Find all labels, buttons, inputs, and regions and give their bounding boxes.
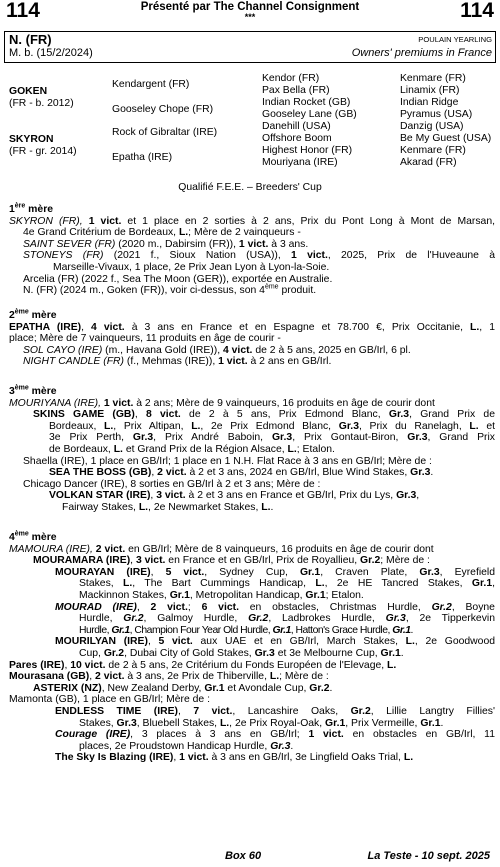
family-line: Hurdle, Gr.2, Galmoy Hurdle, Gr.2, Ladbrokes Hurdle, Gr.3, 2e Tipperkevin — [79, 613, 495, 625]
family-line: MOURAD (IRE), 2 vict.; 6 vict. en obstacles, Christmas Hurdle, Gr.2, Boyne — [55, 601, 495, 613]
dam-detail: (FR - gr. 2014) — [9, 146, 77, 157]
section-third-dam — [9, 386, 495, 514]
page-footer — [0, 851, 500, 865]
section-heading: 2ème mère — [9, 308, 57, 321]
family-line: Courage (IRE), 3 places à 3 ans en GB/Irl; 1 vict. en obstacles en GB/Irl, 11 — [55, 729, 495, 741]
family-line: MOURIYANA (IRE), 1 vict. à 2 ans; Mère de 9 vainqueurs, 16 produits en âge de courir dont — [9, 397, 435, 409]
gen4-item: Be My Guest (USA) — [400, 133, 492, 144]
section-fourth-dam — [9, 532, 495, 764]
family-line: MAMOURA (IRE), 2 vict. en GB/Irl; Mère de 8 vainqueurs, 16 produits en âge de courir dont — [9, 543, 434, 555]
gen2-item: Rock of Gibraltar (IRE) — [112, 127, 218, 138]
family-line: Cup, Gr.2, Dubai City of Gold Stakes, Gr.3 et 3e Melbourne Cup, Gr.1. — [79, 647, 404, 659]
family-line: N. (FR) (2024 m., Goken (FR)), voir ci-dessus, son 4ème produit. — [23, 283, 317, 297]
family-line: Chicago Dancer (IRE), 8 sorties en GB/Irl à 2 et 3 ans; Mère de : — [23, 478, 321, 490]
gen3-item: Gooseley Lane (GB) — [262, 109, 357, 120]
family-line: ASTERIX (NZ), New Zealand Derby, Gr.1 et Avondale Cup, Gr.2. — [33, 682, 333, 694]
family-line: Hurdle, Gr.1, Champion Four Year Old Hurdle, Gr.1, Hatton's Grace Hurdle, Gr.1. — [79, 624, 413, 636]
sire-detail: (FR - b. 2012) — [9, 98, 74, 109]
family-line: MOURAYAN (IRE), 5 vict., Sydney Cup, Gr.1, Craven Plate, Gr.3, Eyrefield — [55, 566, 496, 578]
family-line: Mourasana (GB), 2 vict. à 3 ans, 2e Prix de Thiberville, L.; Mère de : — [9, 671, 329, 683]
horse-name: N. (FR) — [9, 32, 52, 47]
gen4-item: Kenmare (FR) — [400, 73, 466, 84]
family-line: NIGHT CANDLE (FR) (f., Mehmas (IRE)), 1 vict. à 2 ans en GB/Irl. — [23, 356, 332, 368]
family-line: 3e Prix Perth, Gr.3, Prix André Baboin, Gr.3, Prix Gontaut-Biron, Gr.3, Grand Prix — [49, 432, 495, 444]
qualification-line: Qualifié F.E.E. – Breeders' Cup — [178, 182, 322, 193]
family-line: Mackinnon Stakes, Gr.1, Metropolitan Handicap, Gr.1; Etalon. — [79, 589, 364, 601]
gen4-item: Akarad (FR) — [400, 157, 457, 168]
family-line: Marseille-Vivaux, 1 place, 2e Prix Jean Lyon à Lyon-la-Soie. — [53, 261, 330, 273]
horse-title-box — [4, 31, 496, 63]
family-line: Stakes, L., The Bart Cummings Handicap, L., 2e HE Tancred Stakes, Gr.1, — [79, 578, 495, 590]
owners-premiums: Owners' premiums in France — [351, 47, 492, 59]
family-line: SEA THE BOSS (GB), 2 vict. à 2 et 3 ans, 2024 en GB/Irl, Blue Wind Stakes, Gr.3. — [49, 467, 434, 479]
gen3-item: Danehill (USA) — [262, 121, 331, 132]
lot-number-left: 114 — [6, 0, 40, 22]
box-number: Box 60 — [225, 850, 262, 862]
family-line: Fairway Stakes, L., 2e Newmarket Stakes, L.. — [62, 501, 274, 513]
lot-header — [0, 0, 500, 30]
family-line: SAINT SEVER (FR) (2020 m., Dabirsim (FR)), 1 vict. à 3 ans. — [23, 238, 309, 250]
gen2-item: Epatha (IRE) — [112, 152, 173, 163]
family-line: SOL CAYO (IRE) (m., Havana Gold (IRE)), 4 vict. de 2 à 5 ans, 2025 en GB/Irl, 6 pl. — [23, 344, 411, 356]
family-line: Pares (IRE), 10 vict. de 2 à 5 ans, 2e Critérium du Fonds Européen de l'Elevage, L. — [9, 659, 397, 671]
gen2-item: Gooseley Chope (FR) — [112, 104, 214, 115]
family-line: SKINS GAME (GB), 8 vict. de 2 à 5 ans, Prix Edmond Blanc, Gr.3, Grand Prix de — [33, 409, 495, 421]
sire-name: GOKEN — [9, 86, 48, 97]
section-second-dam — [9, 310, 495, 368]
lot-number-right: 114 — [460, 0, 494, 22]
horse-birth: M. b. (15/2/2024) — [9, 47, 93, 59]
consignor-stars: *** — [244, 12, 256, 22]
family-line: de Bordeaux, L. et Grand Prix de la Région Alsace, L.; Etalon. — [49, 443, 335, 455]
gen4-item: Pyramus (USA) — [400, 109, 473, 120]
family-line: Arcelia (FR) (2022 f., Sea The Moon (GER)), exportée en Australie. — [23, 273, 333, 285]
dam-name: SKYRON — [9, 134, 54, 145]
gen4-item: Kenmare (FR) — [400, 145, 466, 156]
section-first-dam — [9, 204, 495, 297]
family-line: VOLKAN STAR (IRE), 3 vict. à 2 et 3 ans en France et GB/Irl, Prix du Lys, Gr.3, — [49, 490, 420, 502]
family-line: 4e Grand Critérium de Bordeaux, L.; Mère de 2 vainqueurs - — [23, 227, 301, 239]
family-line: STONEYS (FR) (2021 f., Sioux Nation (USA)), 1 vict., 2025, Prix de l'Huveaune à — [23, 250, 496, 262]
gen3-item: Pax Bella (FR) — [262, 85, 330, 96]
family-line: Shaella (IRE), 1 place en GB/Irl; 1 place en 1 N.H. Flat Race à 3 ans en GB/Irl; Mère de : — [23, 455, 432, 467]
section-heading: 4ème mère — [9, 530, 57, 543]
family-line: places, 2e Proudstown Handicap Hurdle, Gr.3. — [79, 740, 294, 752]
gen3-item: Kendor (FR) — [262, 73, 320, 84]
section-heading: 3ème mère — [9, 384, 57, 397]
family-line: SKYRON (FR), 1 vict. et 1 place en 2 sorties à 2 ans, Prix du Pont Long à Mont de Marsan, — [9, 215, 495, 227]
family-line: Bordeaux, L., Prix Altipan, L., 2e Prix Edmond Blanc, Gr.3, Prix du Ranelagh, L. et — [49, 420, 495, 432]
gen4-item: Linamix (FR) — [400, 85, 460, 96]
family-line: Stakes, Gr.3, Bluebell Stakes, L., 2e Prix Royal-Oak, Gr.1, Prix Vermeille, Gr.1. — [79, 717, 444, 729]
family-line: The Sky Is Blazing (IRE), 1 vict. à 3 ans en GB/Irl, 3e Lingfield Oaks Trial, L. — [55, 752, 414, 764]
gen3-item: Highest Honor (FR) — [262, 145, 353, 156]
sale-info: La Teste - 10 sept. 2025 — [367, 850, 490, 862]
family-line: MOURILYAN (IRE), 5 vict. aux UAE et en GB/Irl, March Stakes, L., 2e Goodwood — [55, 636, 495, 648]
category-tag: POULAIN YEARLING — [418, 35, 492, 44]
section-heading: 1ère mère — [9, 202, 54, 215]
gen3-item: Offshore Boom — [262, 133, 332, 144]
gen3-item: Indian Rocket (GB) — [262, 97, 351, 108]
pedigree-chart — [0, 70, 500, 175]
family-line: Mamonta (GB), 1 place en GB/Irl; Mère de : — [9, 694, 210, 706]
family-line: ENDLESS TIME (IRE), 7 vict., Lancashire Oaks, Gr.2, Lillie Langtry Fillies' — [55, 705, 495, 717]
gen2-item: Kendargent (FR) — [112, 79, 190, 90]
presenter: Présenté par The Channel Consignment — [140, 1, 360, 13]
gen3-item: Mouriyana (IRE) — [262, 157, 338, 168]
gen4-item: Indian Ridge — [400, 97, 459, 108]
gen4-item: Danzig (USA) — [400, 121, 464, 132]
family-line: place; Mère de 7 vainqueurs, 11 produits en âge de courir - — [9, 333, 281, 345]
family-line: MOURAMARA (IRE), 3 vict. en France et en GB/Irl, Prix de Royallieu, Gr.2; Mère de : — [33, 555, 430, 567]
family-line: EPATHA (IRE), 4 vict. à 3 ans en France et en Espagne et 78.700 €, Prix Occitanie, L., 1 — [9, 321, 495, 333]
